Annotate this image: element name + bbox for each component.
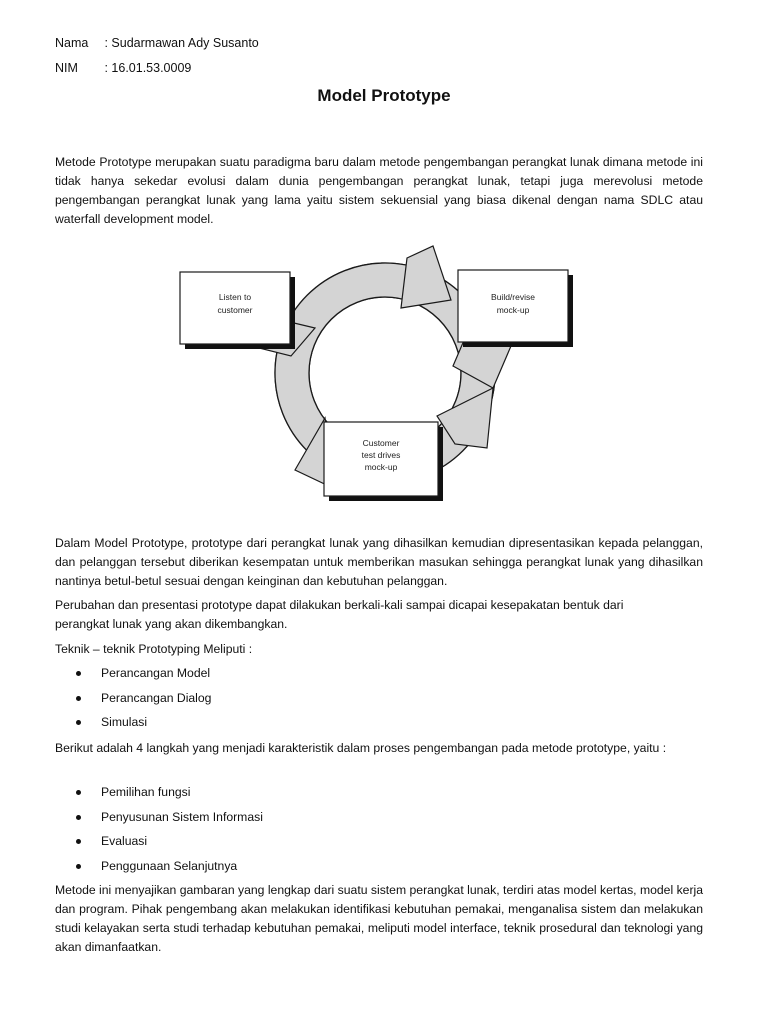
list-item bbox=[55, 664, 655, 689]
name-row bbox=[55, 36, 259, 50]
bullet-icon bbox=[76, 720, 81, 725]
paragraph-langkah: Berikut adalah 4 langkah yang menjadi karakteristik dalam proses pengembangan pada metode prototype, yaitu : bbox=[55, 741, 667, 755]
list-item-text: Simulasi bbox=[101, 715, 148, 730]
techniques-list bbox=[55, 664, 655, 738]
box-build-line1: Build/revise bbox=[491, 292, 535, 302]
list-item-text: Perancangan Model bbox=[101, 666, 211, 680]
box-listen-line2: customer bbox=[217, 305, 253, 315]
box-test-line2: test drives bbox=[361, 450, 401, 460]
page-title: Model Prototype bbox=[317, 86, 451, 105]
box-customer-test-drives bbox=[324, 422, 443, 501]
box-test-line1: Customer bbox=[362, 438, 400, 448]
paragraph-metode-gambaran: Metode ini menyajikan gambaran yang lengkap dari suatu sistem perangkat lunak, terdiri atas model kertas, model kerja dan program. Pihak pengembang akan melakukan identifikasi kebutuhan pemakai, menganalisa sistem dan melakukan studi kelayakan serta studi terhadap kebutuhan pemakai, meliputi model interface, teknik prosedural dan teknologi yang akan dimanfaatkan. bbox=[55, 883, 703, 954]
bullet-icon bbox=[76, 864, 81, 869]
paragraph-model-prototype: Dalam Model Prototype, prototype dari perangkat lunak yang dihasilkan kemudian dipresentasikan kepada pelanggan, dan pelanggan tersebut diberikan kesempatan untuk memberikan masukan sehingga perangkat lunak yang dihasilkan nantinya betul-betul sesuai dengan keinginan dan kebutuhan pelanggan. bbox=[55, 536, 703, 588]
list-item bbox=[55, 832, 655, 857]
prototype-cycle-diagram bbox=[175, 238, 595, 520]
box-listen-to-customer bbox=[180, 272, 295, 349]
list-item bbox=[55, 783, 655, 808]
list-item bbox=[55, 808, 655, 833]
paragraph-perubahan: Perubahan dan presentasi prototype dapat dilakukan berkali-kali sampai dicapai kesepakatan bentuk dari perangkat lunak yang akan dikembangkan. bbox=[55, 598, 624, 631]
nim-value: : 16.01.53.0009 bbox=[104, 61, 192, 75]
bullet-icon bbox=[76, 696, 81, 701]
box-build-line2: mock-up bbox=[496, 305, 530, 315]
name-value: : Sudarmawan Ady Susanto bbox=[104, 36, 259, 50]
steps-list bbox=[55, 783, 655, 882]
nim-label: NIM bbox=[55, 61, 78, 75]
arrow-top-right bbox=[401, 246, 451, 308]
box-test-line3: mock-up bbox=[364, 462, 398, 472]
list-item-text: Evaluasi bbox=[101, 834, 148, 849]
paragraph-teknik-heading: Teknik – teknik Prototyping Meliputi : bbox=[55, 642, 253, 656]
bullet-icon bbox=[76, 671, 81, 676]
list-item-text: Penyusunan Sistem Informasi bbox=[101, 809, 263, 824]
list-item bbox=[55, 689, 655, 714]
list-item-text: Pemilihan fungsi bbox=[101, 785, 191, 799]
list-item-text: Penggunaan Selanjutnya bbox=[101, 859, 238, 874]
list-item-text: Perancangan Dialog bbox=[101, 690, 212, 705]
box-build-revise-mockup bbox=[458, 270, 573, 347]
nim-row bbox=[55, 61, 191, 75]
intro-paragraph: Metode Prototype merupakan suatu paradigma baru dalam metode pengembangan perangkat lunak dimana metode ini tidak hanya sekedar evolusi dalam dunia pengembangan perangkat lunak, tetapi juga merevolusi metode pengembangan perangkat lunak yang lama yaitu sistem sekuensial yang biasa dikenal dengan nama SDLC atau waterfall development model. bbox=[55, 155, 703, 226]
bullet-icon bbox=[76, 839, 81, 844]
name-label: Nama bbox=[55, 36, 89, 50]
bullet-icon bbox=[76, 815, 81, 820]
list-item bbox=[55, 713, 655, 738]
bullet-icon bbox=[76, 790, 81, 795]
box-listen-line1: Listen to bbox=[218, 292, 252, 302]
list-item bbox=[55, 857, 655, 882]
